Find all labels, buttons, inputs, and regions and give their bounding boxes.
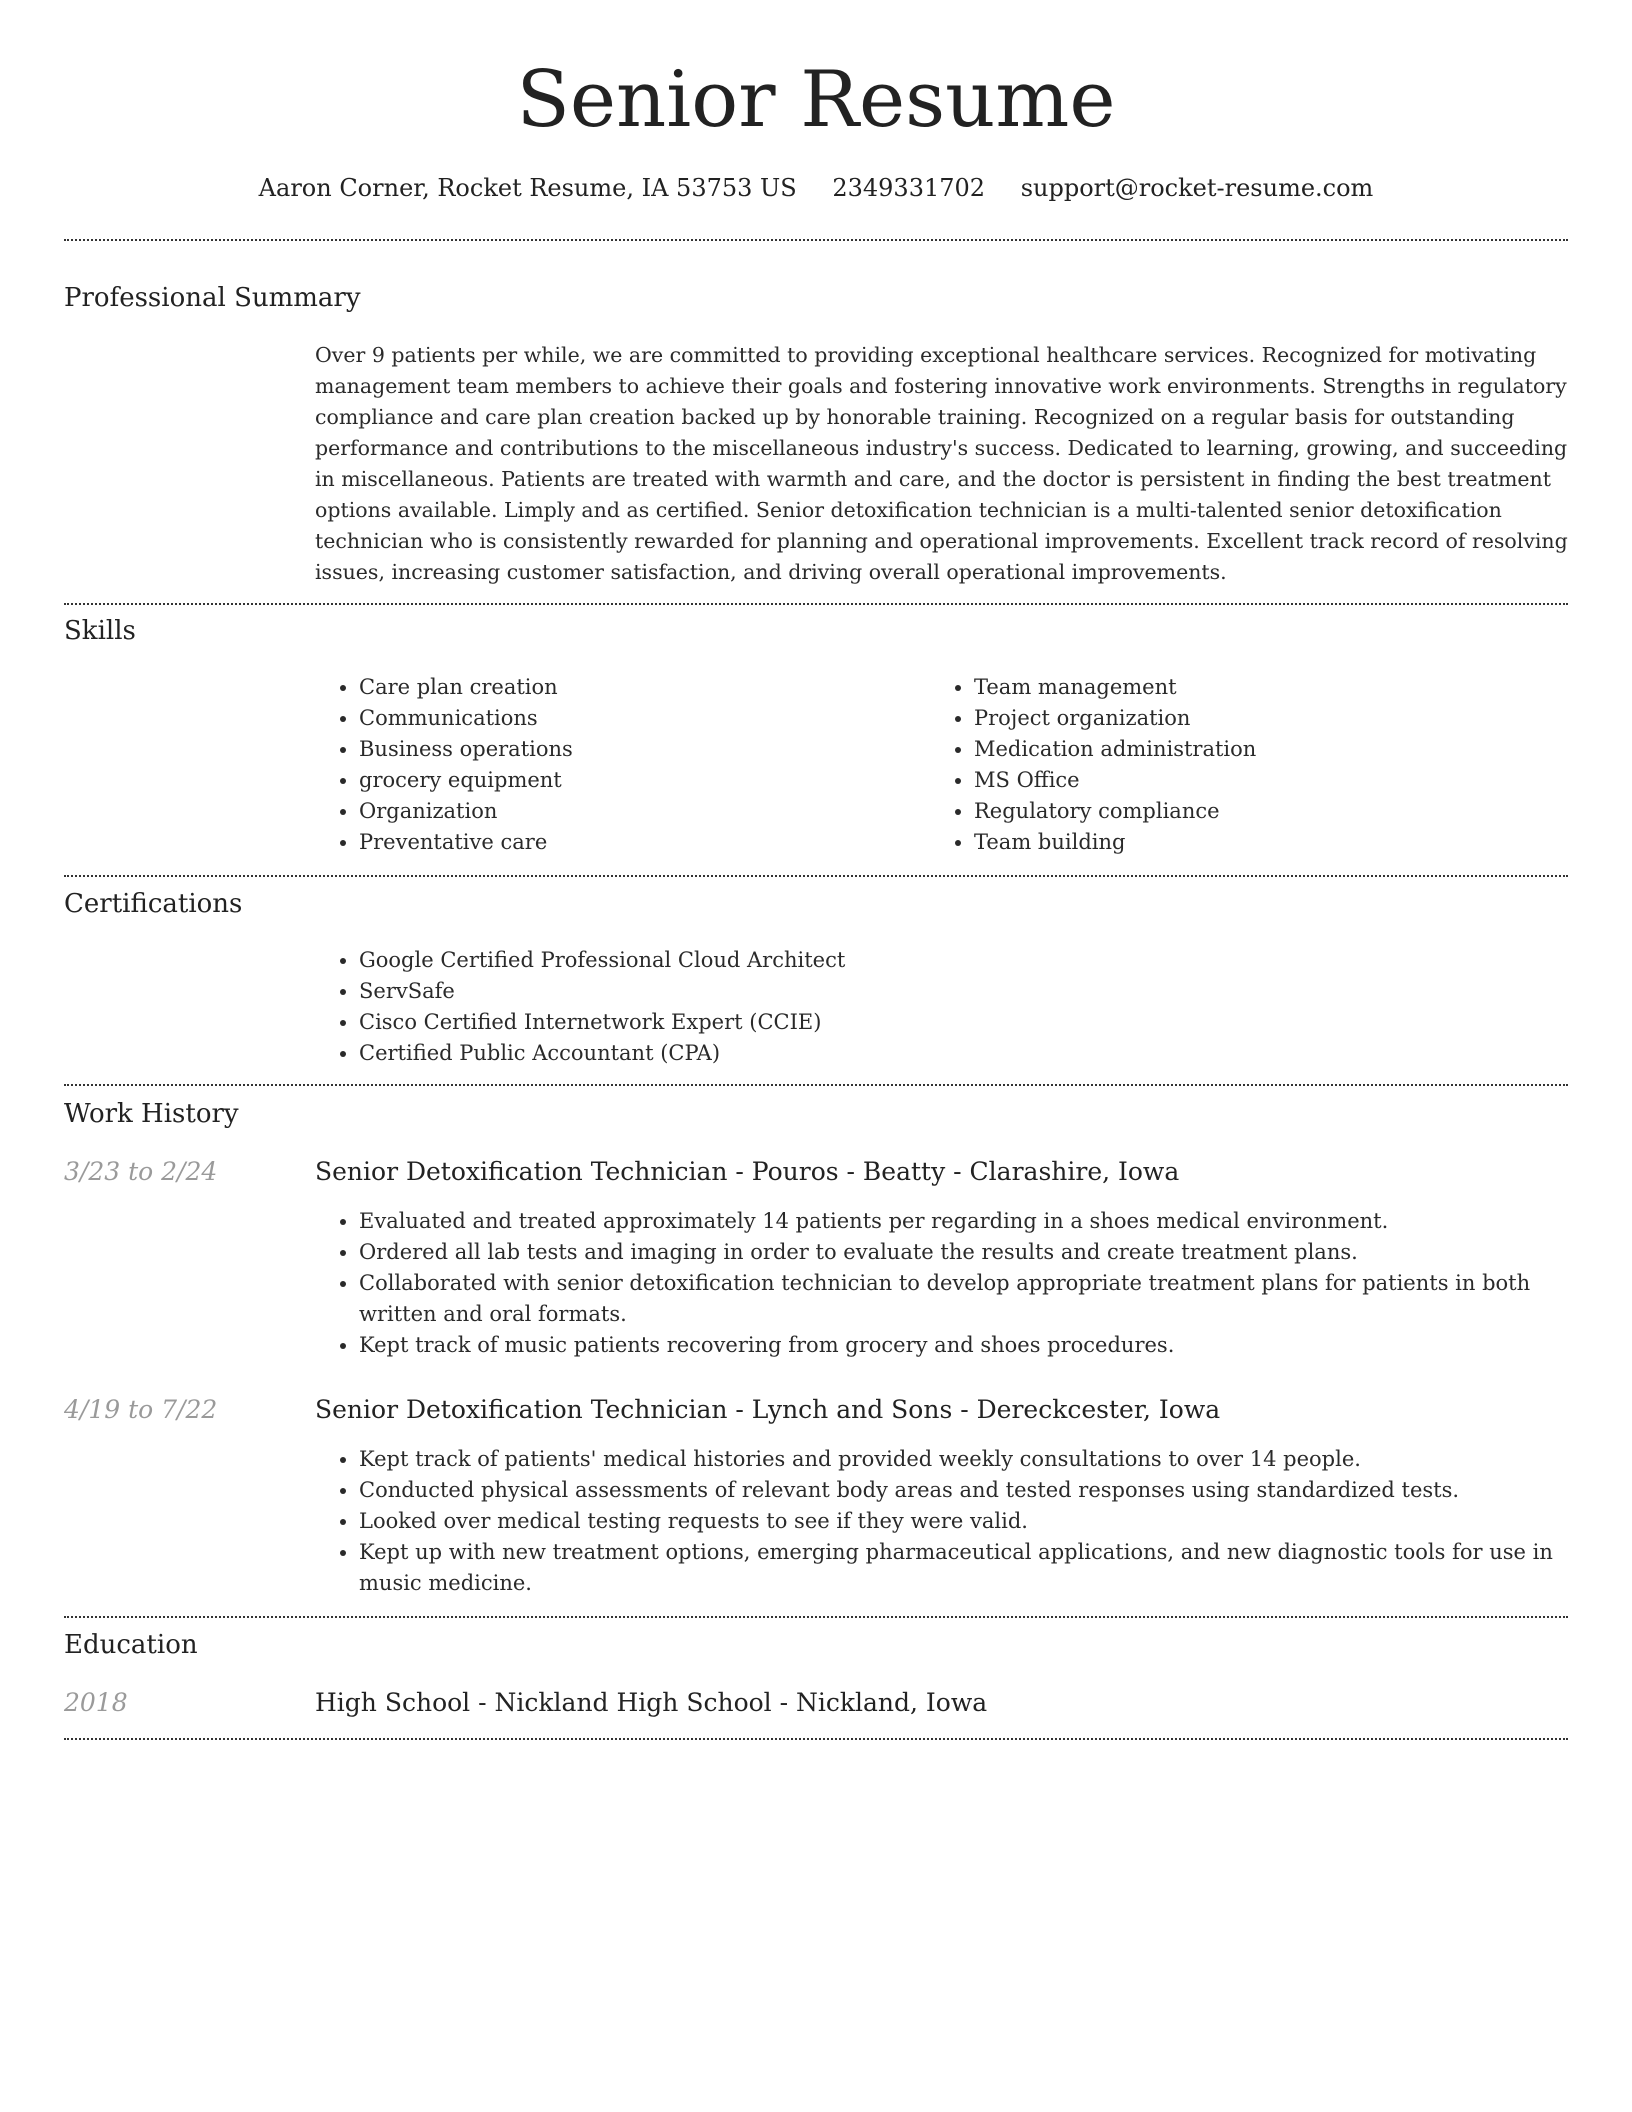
job-title: Senior Detoxification Technician - Lynch and Sons - Dereckcester, Iowa [315,1395,1221,1424]
job-title: Senior Detoxification Technician - Pouros - Beatty - Clarashire, Iowa [315,1157,1180,1186]
skills-heading: Skills [64,616,136,646]
list-item: • Team management [974,672,1574,703]
education-heading: Education [64,1630,198,1660]
divider [64,603,1568,605]
job-dates: 4/19 to 7/22 [64,1395,218,1424]
certifications-list [315,945,1359,1069]
list-item: • ServSafe [359,976,1359,1007]
divider [64,875,1568,877]
list-item: • MS Office [974,765,1574,796]
list-item: • Kept track of music patients recovering from grocery and shoes procedures. [359,1330,1612,1361]
list-item: • Care plan creation [359,672,919,703]
list-item: • Kept up with new treatment options, emerging pharmaceutical applications, and new diagnostic tools for use in music medicine. [359,1537,1612,1599]
list-item: • Project organization [974,703,1574,734]
contact-phone: 2349331702 [832,174,986,202]
education-entry: High School - Nickland High School - Nickland, Iowa [315,1688,988,1717]
list-item: • Kept track of patients' medical histories and provided weekly consultations to over 14 people. [359,1444,1612,1475]
list-item: • Ordered all lab tests and imaging in order to evaluate the results and create treatment plans. [359,1237,1612,1268]
list-item: • Google Certified Professional Cloud Architect [359,945,1359,976]
list-item: • Certified Public Accountant (CPA) [359,1038,1359,1069]
list-item: • Team building [974,827,1574,858]
list-item: • Evaluated and treated approximately 14 patients per regarding in a shoes medical environment. [359,1206,1612,1237]
contact-line [0,172,1632,204]
list-item: • grocery equipment [359,765,919,796]
work-heading: Work History [64,1099,239,1129]
list-item: • Organization [359,796,919,827]
list-item: • Regulatory compliance [974,796,1574,827]
list-item: • Cisco Certified Internetwork Expert (CCIE) [359,1007,1359,1038]
contact-address: Aaron Corner, Rocket Resume, IA 53753 US [258,174,797,202]
list-item: • Communications [359,703,919,734]
divider [64,239,1568,241]
list-item: • Medication administration [974,734,1574,765]
certifications-heading: Certifications [64,889,243,919]
list-item: • Collaborated with senior detoxification technician to develop appropriate treatment plans for patients in both written and oral formats. [359,1268,1612,1330]
resume-title: Senior Resume [516,55,1116,145]
skills-list-left [315,672,919,858]
divider [64,1084,1568,1086]
job-bullets [315,1206,1612,1361]
summary-heading: Professional Summary [64,283,361,313]
divider [64,1616,1568,1618]
job-bullets [315,1444,1612,1599]
divider [64,1738,1568,1740]
list-item: • Conducted physical assessments of relevant body areas and tested responses using standardized tests. [359,1475,1612,1506]
skills-list-right [930,672,1574,858]
list-item: • Preventative care [359,827,919,858]
education-year: 2018 [64,1688,128,1717]
summary-text: Over 9 patients per while, we are committed to providing exceptional healthcare services. Recognized for motivating management team members to achieve their goals and fostering innovative work environments. Strengths in regulatory compliance and care plan creation backed up by honorable training. Recognized on a regular basis for outstanding performance and contributions to the miscellaneous industry's success. Dedicated to learning, growing, and succeeding in miscellaneous. Patients are treated with warmth and care, and the doctor is persistent in finding the best treatment options available. Limply and as certified. Senior detoxification technician is a multi-talented senior detoxification technician who is consistently rewarded for planning and operational improvements. Excellent track record of resolving issues, increasing customer satisfaction, and driving overall operational improvements. [315,343,1568,584]
list-item: • Looked over medical testing requests to see if they were valid. [359,1506,1612,1537]
contact-email: support@rocket-resume.com [1020,174,1374,202]
list-item: • Business operations [359,734,919,765]
job-dates: 3/23 to 2/24 [64,1157,218,1186]
